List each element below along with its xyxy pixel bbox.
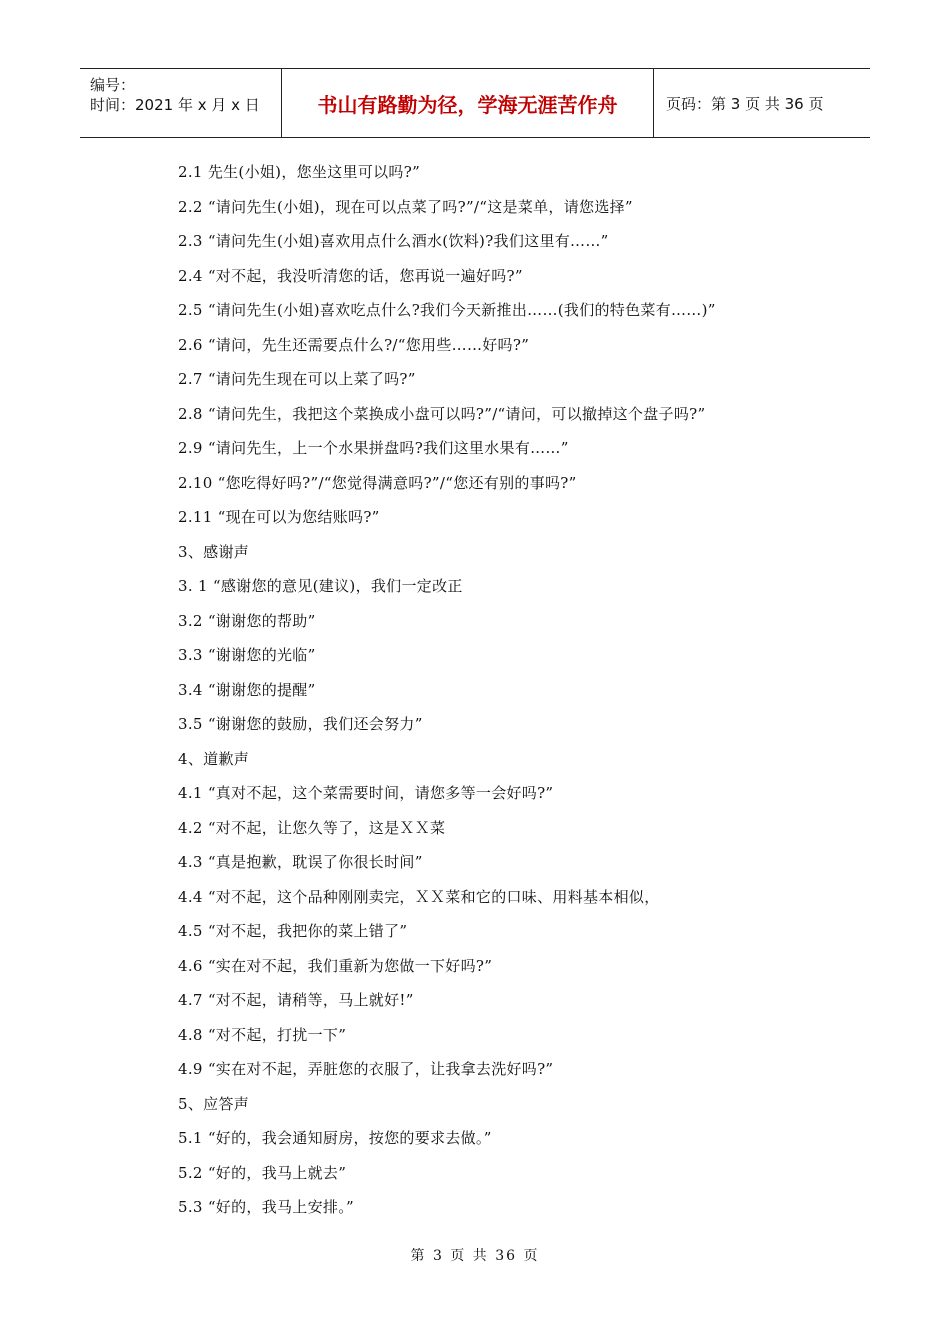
text-line: 3.5 “谢谢您的鼓励，我们还会努力” — [178, 715, 423, 733]
text-line: 2.10 “您吃得好吗?”/“您觉得满意吗?”/“您还有别的事吗?” — [178, 473, 577, 492]
text-line: 4.4 “对不起，这个品种刚刚卖完，ＸＸ菜和它的口味、用料基本相似， — [178, 887, 660, 906]
text-line: 2.9 “请问先生，上一个水果拼盘吗?我们这里水果有……” — [178, 439, 569, 457]
text-line: 2.8 “请问先生，我把这个菜换成小盘可以吗?”/“请问，可以撤掉这个盘子吗?” — [178, 404, 706, 423]
text-line: 2.11 “现在可以为您结账吗?” — [178, 508, 380, 526]
header-motto: 书山有路勤为径，学海无涯苦作舟 — [282, 69, 654, 137]
text-line: 5、应答声 — [178, 1094, 250, 1113]
text-line: 4.8 “对不起，打扰一下” — [178, 1025, 347, 1044]
page-footer: 第 3 页 共 36 页 — [410, 1248, 540, 1264]
text-line: 2.5 “请问先生(小姐)喜欢吃点什么?我们今天新推出……(我们的特色菜有……)” — [178, 301, 716, 319]
text-line: 3.2 “谢谢您的帮助” — [178, 611, 316, 630]
text-line: 4.7 “对不起，请稍等，马上就好!” — [178, 991, 414, 1009]
text-line: 2.3 “请问先生(小姐)喜欢用点什么酒水(饮料)?我们这里有……” — [178, 232, 609, 250]
text-line: 2.7 “请问先生现在可以上菜了吗?” — [178, 370, 416, 388]
text-line: 5.2 “好的，我马上就去” — [178, 1163, 347, 1182]
text-line: 2.2 “请问先生(小姐)，现在可以点菜了吗?”/“这是菜单，请您选择” — [178, 197, 633, 216]
text-line: 5.3 “好的，我马上安排。” — [178, 1198, 354, 1216]
text-line: 4.5 “对不起，我把你的菜上错了” — [178, 922, 408, 940]
document-body — [178, 155, 878, 1225]
page-header — [80, 68, 870, 138]
document-number-label: 编号： — [90, 76, 136, 94]
document-date: 时间：2021 年 x 月 x 日 — [90, 96, 260, 114]
text-line: 3、感谢声 — [178, 542, 250, 561]
header-page-info: 页码：第 3 页 共 36 页 — [666, 94, 824, 113]
text-line: 2.1 先生(小姐)，您坐这里可以吗?” — [178, 163, 421, 181]
text-line: 4.9 “实在对不起，弄脏您的衣服了，让我拿去洗好吗?” — [178, 1060, 554, 1078]
text-line: 4.6 “实在对不起，我们重新为您做一下好吗?” — [178, 956, 493, 975]
text-line: 2.4 “对不起，我没听清您的话，您再说一遍好吗?” — [178, 266, 523, 285]
text-line: 4、道歉声 — [178, 749, 250, 768]
text-line: 3. 1 “感谢您的意见(建议)，我们一定改正 — [178, 577, 463, 595]
text-line: 2.6 “请问，先生还需要点什么?/“您用些……好吗?” — [178, 335, 530, 354]
text-line: 4.2 “对不起，让您久等了，这是ＸＸ菜 — [178, 818, 446, 837]
header-meta-cell — [80, 69, 282, 137]
text-line: 4.3 “真是抱歉，耽误了你很长时间” — [178, 853, 423, 871]
text-line: 4.1 “真对不起，这个菜需要时间，请您多等一会好吗?” — [178, 784, 554, 802]
text-line: 3.4 “谢谢您的提醒” — [178, 680, 316, 699]
text-line: 3.3 “谢谢您的光临” — [178, 646, 316, 664]
text-line: 5.1 “好的，我会通知厨房，按您的要求去做。” — [178, 1129, 492, 1147]
